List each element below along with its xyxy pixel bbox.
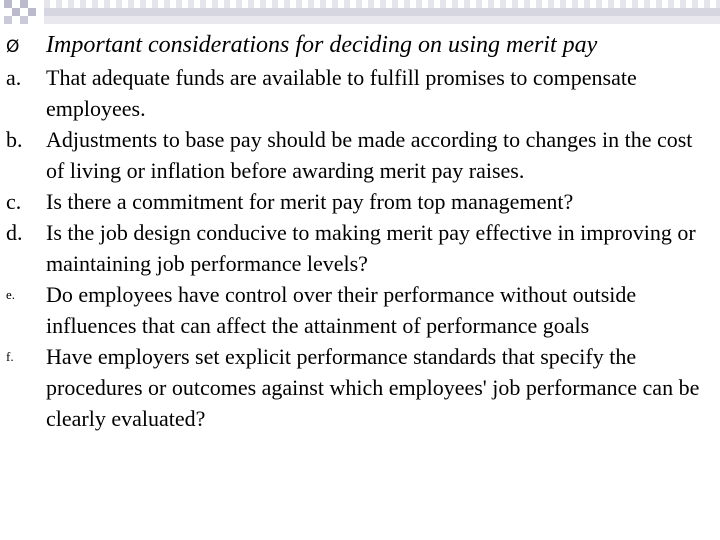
list-marker: f. (6, 349, 14, 364)
list-item (6, 186, 714, 217)
list-item-text: Is the job design conducive to making merit pay effective in improving or maintaining job performance levels? (46, 220, 696, 276)
list-item-text: Is there a commitment for merit pay from top management? (46, 189, 574, 214)
arrow-bullet-icon: Ø (6, 37, 20, 57)
list-marker: c. (6, 189, 22, 214)
list-marker: a. (6, 65, 22, 90)
list-item (6, 279, 714, 341)
list-item-text: Have employers set explicit performance standards that specify the procedures or outcomes against which employees' job performance can be clearly evaluated? (46, 344, 700, 431)
list-item-text: Do employees have control over their performance without outside influences that can affect the attainment of performance goals (46, 282, 637, 338)
list-marker: e. (6, 287, 16, 302)
considerations-list (6, 62, 714, 434)
list-item (6, 124, 714, 186)
list-item (6, 341, 714, 434)
list-item (6, 62, 714, 124)
slide-content (6, 28, 714, 434)
list-item-text: That adequate funds are available to fulfill promises to compensate employees. (46, 65, 637, 121)
slide-title: Important considerations for deciding on using merit pay (46, 32, 598, 58)
list-marker: d. (6, 220, 23, 245)
list-item (6, 217, 714, 279)
slide-title-row (6, 28, 714, 62)
list-item-text: Adjustments to base pay should be made according to changes in the cost of living or inflation before awarding merit pay raises. (46, 127, 693, 183)
list-marker: b. (6, 127, 23, 152)
